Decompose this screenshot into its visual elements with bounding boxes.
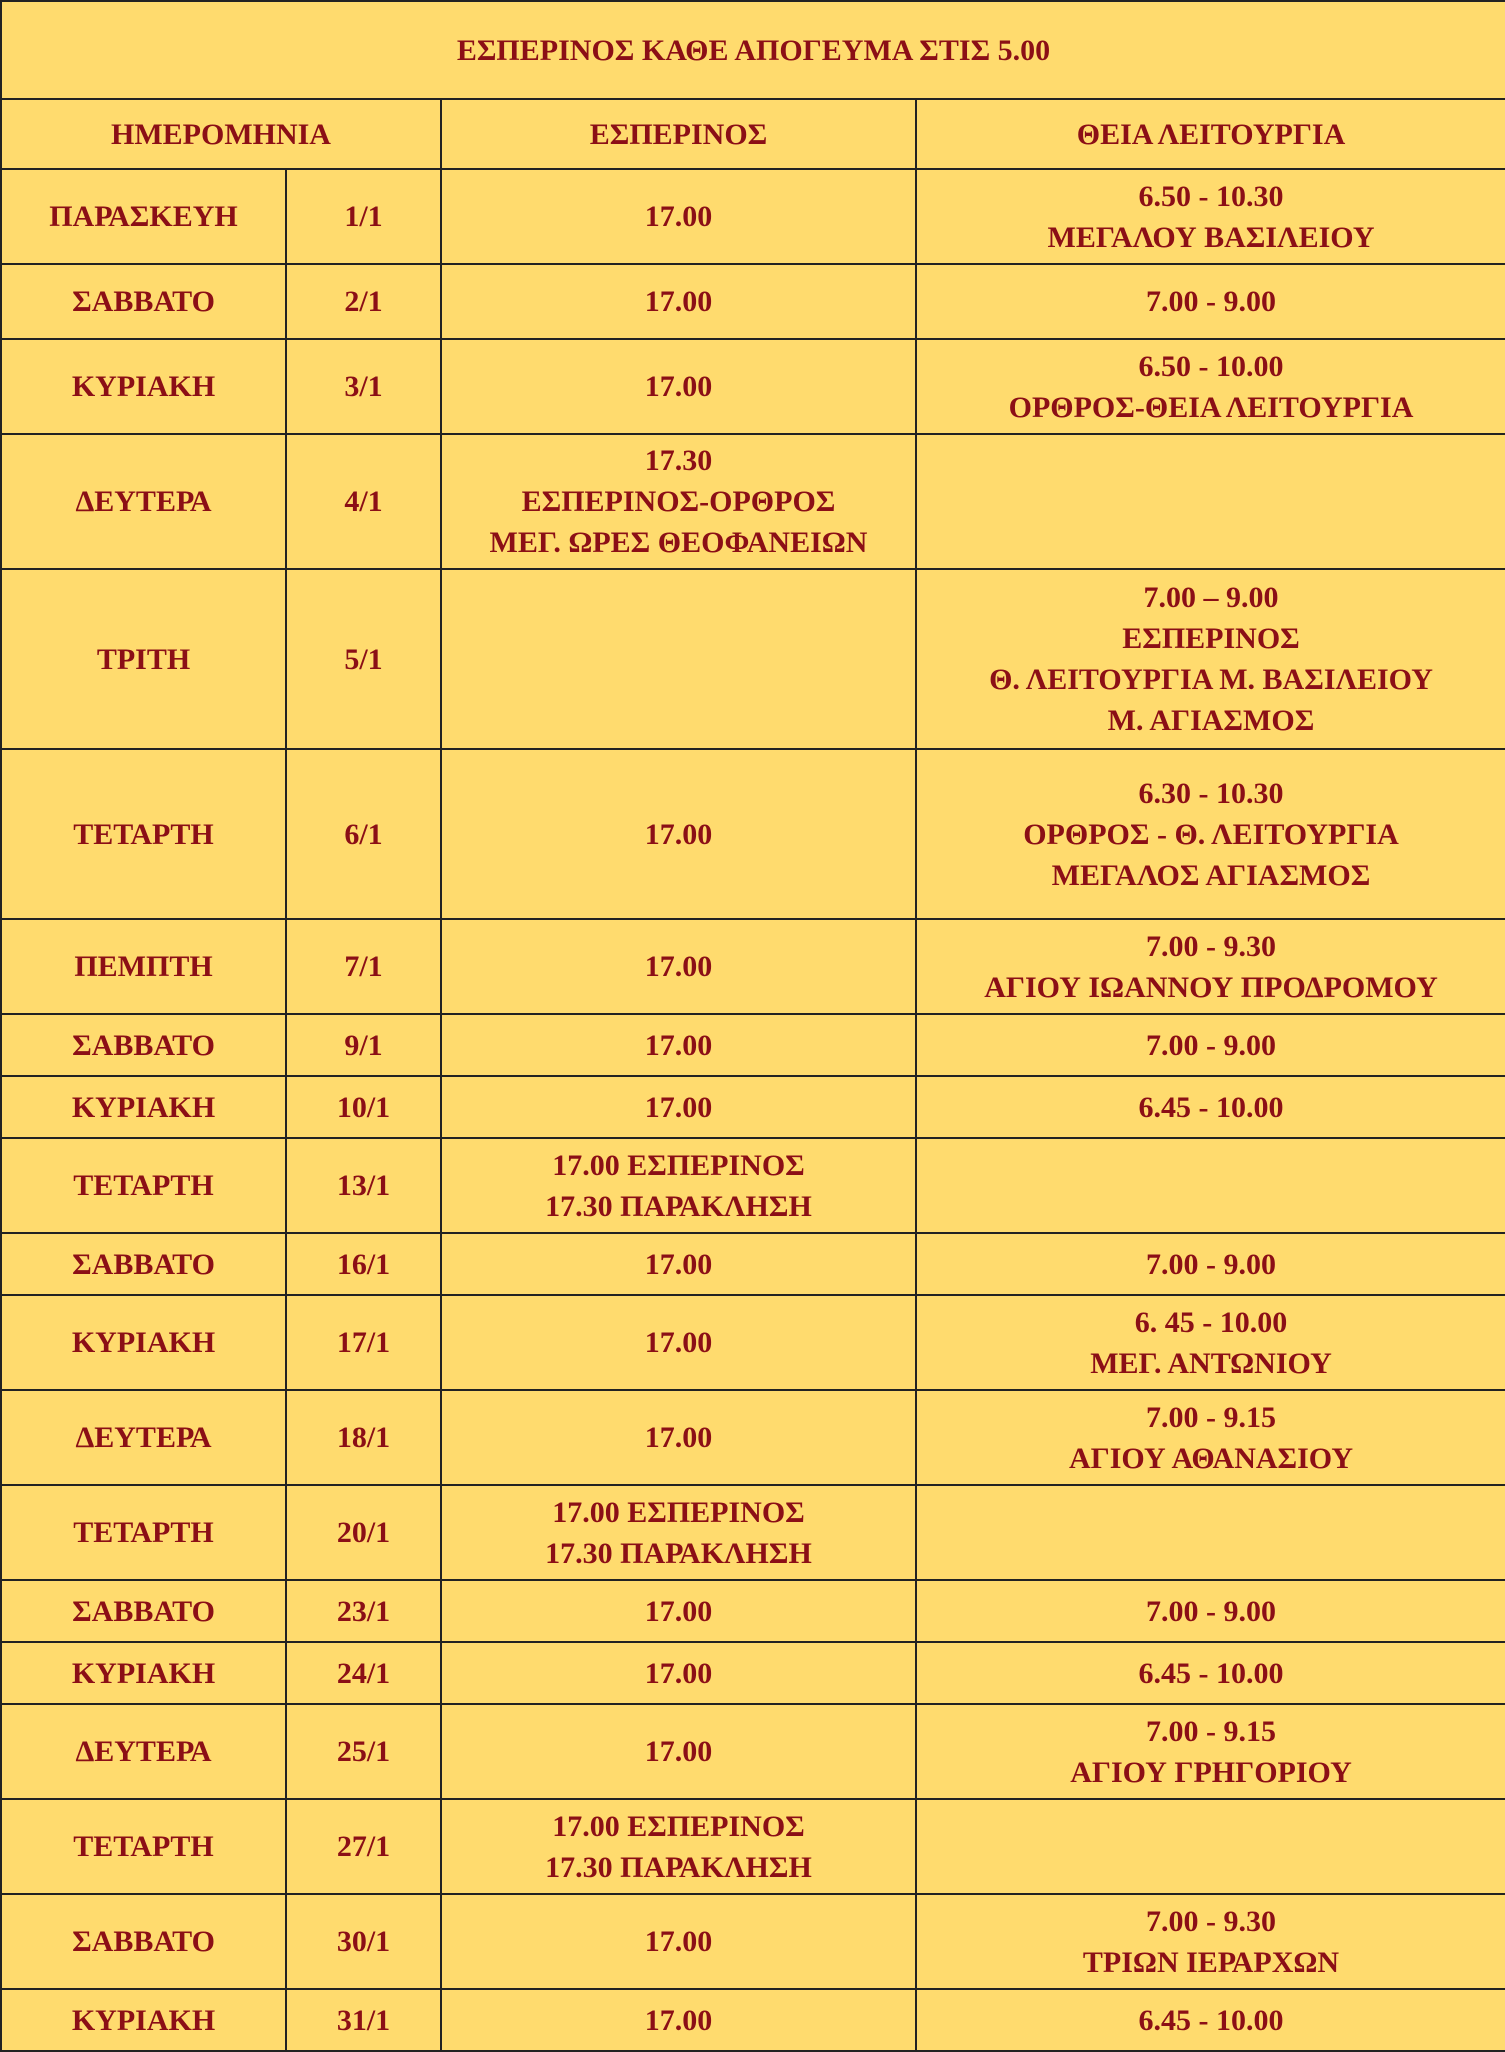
liturgy-line: 6.45 - 10.00 [1138,2003,1284,2037]
vespers-cell [441,1076,916,1138]
liturgy-line: 7.00 - 9.30 [1146,1904,1276,1938]
day-cell: ΤΡΙΤΗ [1,569,286,749]
vespers-line: ΕΣΠΕΡΙΝΟΣ-ΟΡΘΡΟΣ [521,485,836,518]
date-cell: 25/1 [286,1704,441,1799]
date-cell: 1/1 [286,169,441,264]
vespers-cell [441,1295,916,1390]
vespers-line: 17.30 ΠΑΡΑΚΛΗΣΗ [545,1189,812,1223]
vespers-cell [441,264,916,339]
table-row [1,1076,1505,1138]
date-cell: 4/1 [286,434,441,569]
liturgy-cell [916,434,1505,569]
day-cell: ΔΕΥΤΕΡΑ [1,1704,286,1799]
vespers-cell [441,1138,916,1233]
vespers-cell [441,1485,916,1580]
day-cell: ΤΕΤΑΡΤΗ [1,1138,286,1233]
date-cell: 9/1 [286,1014,441,1076]
liturgy-line: 6.50 - 10.30 [1138,179,1284,213]
vespers-line: 17.00 ΕΣΠΕΡΙΝΟΣ [552,1809,805,1843]
date-cell: 13/1 [286,1138,441,1233]
liturgy-cell [916,1580,1505,1642]
table-row [1,1894,1505,1989]
date-cell: 7/1 [286,919,441,1014]
liturgy-line: 6.30 - 10.30 [1138,776,1284,810]
date-cell: 31/1 [286,1989,441,2051]
day-cell: ΣΑΒΒΑΤΟ [1,1894,286,1989]
day-cell: ΣΑΒΒΑΤΟ [1,1233,286,1295]
date-cell: 17/1 [286,1295,441,1390]
schedule-title: ΕΣΠΕΡΙΝΟΣ ΚΑΘΕ ΑΠΟΓΕΥΜΑ ΣΤΙΣ 5.00 [1,1,1505,99]
liturgy-cell [916,1138,1505,1233]
liturgy-cell [916,1989,1505,2051]
vespers-line: 17.00 [644,200,713,233]
date-cell: 18/1 [286,1390,441,1485]
liturgy-line: 7.00 - 9.30 [1146,929,1276,963]
table-row [1,569,1505,749]
liturgy-cell [916,1390,1505,1485]
liturgy-cell [916,1704,1505,1799]
liturgy-line: 7.00 - 9.00 [1146,1594,1276,1628]
liturgy-cell [916,569,1505,749]
liturgy-line: Θ. ΛΕΙΤΟΥΡΓΙΑ Μ. ΒΑΣΙΛΕΙΟΥ [989,663,1433,696]
day-cell: ΤΕΤΑΡΤΗ [1,1799,286,1894]
vespers-line: 17.30 ΠΑΡΑΚΛΗΣΗ [545,1850,812,1884]
day-cell: ΤΕΤΑΡΤΗ [1,1485,286,1580]
day-cell: ΚΥΡΙΑΚΗ [1,1642,286,1704]
liturgy-line: 6.45 - 10.00 [1138,1656,1284,1690]
liturgy-cell [916,339,1505,434]
date-cell: 16/1 [286,1233,441,1295]
table-row [1,1704,1505,1799]
table-row [1,264,1505,339]
table-row [1,434,1505,569]
liturgy-line: ΤΡΙΩΝ ΙΕΡΑΡΧΩΝ [1082,1945,1340,1979]
table-row [1,1233,1505,1295]
table-row [1,1989,1505,2051]
date-cell: 23/1 [286,1580,441,1642]
table-row [1,1485,1505,1580]
vespers-cell [441,434,916,569]
liturgy-line: 7.00 – 9.00 [1143,581,1279,614]
day-cell: ΔΕΥΤΕΡΑ [1,1390,286,1485]
vespers-line: 17.00 ΕΣΠΕΡΙΝΟΣ [552,1495,805,1529]
vespers-line: 17.00 [644,1656,713,1690]
vespers-line: 17.00 [644,950,713,983]
vespers-line: 17.00 [644,2003,713,2037]
liturgy-cell [916,1076,1505,1138]
day-cell: ΠΕΜΠΤΗ [1,919,286,1014]
liturgy-line: ΟΡΘΡΟΣ - Θ. ΛΕΙΤΟΥΡΓΙΑ [1023,817,1399,851]
date-cell: 3/1 [286,339,441,434]
table-row [1,749,1505,919]
vespers-cell [441,1233,916,1295]
liturgy-line: ΜΕΓ. ΑΝΤΩΝΙΟΥ [1090,1346,1332,1380]
table-row [1,1138,1505,1233]
day-cell: ΚΥΡΙΑΚΗ [1,1076,286,1138]
liturgy-line: ΕΣΠΕΡΙΝΟΣ [1122,622,1300,655]
liturgy-line: 7.00 - 9.00 [1146,1028,1276,1062]
liturgy-line: ΜΕΓΑΛΟΥ ΒΑΣΙΛΕΙΟΥ [1047,220,1375,254]
vespers-cell [441,1704,916,1799]
liturgy-line: ΑΓΙΟΥ ΓΡΗΓΟΡΙΟΥ [1070,1755,1352,1789]
liturgy-line: 7.00 - 9.15 [1146,1400,1276,1434]
table-row [1,1799,1505,1894]
date-cell: 20/1 [286,1485,441,1580]
table-row [1,919,1505,1014]
vespers-cell [441,339,916,434]
vespers-line: 17.30 [644,444,713,477]
day-cell: ΔΕΥΤΕΡΑ [1,434,286,569]
header-vespers: ΕΣΠΕΡΙΝΟΣ [441,99,916,169]
day-cell: ΠΑΡΑΣΚΕΥΗ [1,169,286,264]
liturgy-cell [916,1233,1505,1295]
liturgy-cell [916,919,1505,1014]
day-cell: ΤΕΤΑΡΤΗ [1,749,286,919]
vespers-cell [441,1799,916,1894]
date-cell: 30/1 [286,1894,441,1989]
liturgy-line: Μ. ΑΓΙΑΣΜΟΣ [1107,704,1315,737]
table-row [1,169,1505,264]
liturgy-line: 6.45 - 10.00 [1138,1090,1284,1124]
liturgy-line: ΟΡΘΡΟΣ-ΘΕΙΑ ΛΕΙΤΟΥΡΓΙΑ [1008,390,1414,424]
liturgy-cell [916,1014,1505,1076]
liturgy-line: ΜΕΓΑΛΟΣ ΑΓΙΑΣΜΟΣ [1051,858,1371,892]
vespers-cell [441,1642,916,1704]
table-row [1,339,1505,434]
vespers-line: 17.00 [644,1925,713,1958]
liturgy-cell [916,264,1505,339]
date-cell: 2/1 [286,264,441,339]
vespers-cell [441,749,916,919]
liturgy-cell [916,1642,1505,1704]
date-cell: 10/1 [286,1076,441,1138]
vespers-line: 17.00 [644,285,713,318]
vespers-line: 17.00 [644,1247,713,1281]
liturgy-line: 6.50 - 10.00 [1138,349,1284,383]
liturgy-line: 7.00 - 9.15 [1146,1714,1276,1748]
vespers-cell [441,1894,916,1989]
vespers-line: 17.00 ΕΣΠΕΡΙΝΟΣ [552,1148,805,1182]
day-cell: ΚΥΡΙΑΚΗ [1,1295,286,1390]
table-row [1,1014,1505,1076]
vespers-line: 17.00 [644,1326,713,1359]
vespers-cell [441,569,916,749]
vespers-line: 17.00 [644,1090,713,1124]
day-cell: ΣΑΒΒΑΤΟ [1,1014,286,1076]
vespers-line: 17.00 [644,1594,713,1628]
date-cell: 27/1 [286,1799,441,1894]
vespers-line: 17.00 [644,817,713,851]
vespers-line: 17.00 [644,1735,713,1768]
day-cell: ΣΑΒΒΑΤΟ [1,1580,286,1642]
table-row [1,1580,1505,1642]
table-row [1,1390,1505,1485]
vespers-cell [441,1580,916,1642]
table-row [1,1295,1505,1390]
schedule-rows [1,169,1505,2051]
table-row [1,1642,1505,1704]
liturgy-cell [916,1894,1505,1989]
vespers-cell [441,1390,916,1485]
date-cell: 24/1 [286,1642,441,1704]
liturgy-line: ΑΓΙΟΥ ΙΩΑΝΝΟΥ ΠΡΟΔΡΟΜΟΥ [984,970,1438,1004]
day-cell: ΣΑΒΒΑΤΟ [1,264,286,339]
header-date: ΗΜΕΡΟΜΗΝΙΑ [1,99,441,169]
vespers-line: 17.00 [644,370,713,403]
liturgy-cell [916,749,1505,919]
day-cell: ΚΥΡΙΑΚΗ [1,1989,286,2051]
date-cell: 5/1 [286,569,441,749]
liturgy-cell [916,1295,1505,1390]
vespers-cell [441,1989,916,2051]
vespers-cell [441,1014,916,1076]
liturgy-line: 6. 45 - 10.00 [1134,1305,1288,1339]
liturgy-cell [916,1485,1505,1580]
liturgy-line: 7.00 - 9.00 [1146,285,1276,318]
vespers-cell [441,919,916,1014]
liturgy-cell [916,1799,1505,1894]
liturgy-cell [916,169,1505,264]
header-liturgy: ΘΕΙΑ ΛΕΙΤΟΥΡΓΙΑ [916,99,1505,169]
vespers-line: 17.00 [644,1421,713,1454]
vespers-line: 17.00 [644,1028,713,1062]
day-cell: ΚΥΡΙΑΚΗ [1,339,286,434]
vespers-line: ΜΕΓ. ΩΡΕΣ ΘΕΟΦΑΝΕΙΩΝ [489,526,868,559]
vespers-line: 17.30 ΠΑΡΑΚΛΗΣΗ [545,1536,812,1570]
vespers-cell [441,169,916,264]
date-cell: 6/1 [286,749,441,919]
liturgy-line: 7.00 - 9.00 [1146,1247,1276,1281]
liturgy-line: ΑΓΙΟΥ ΑΘΑΝΑΣΙΟΥ [1068,1441,1354,1475]
